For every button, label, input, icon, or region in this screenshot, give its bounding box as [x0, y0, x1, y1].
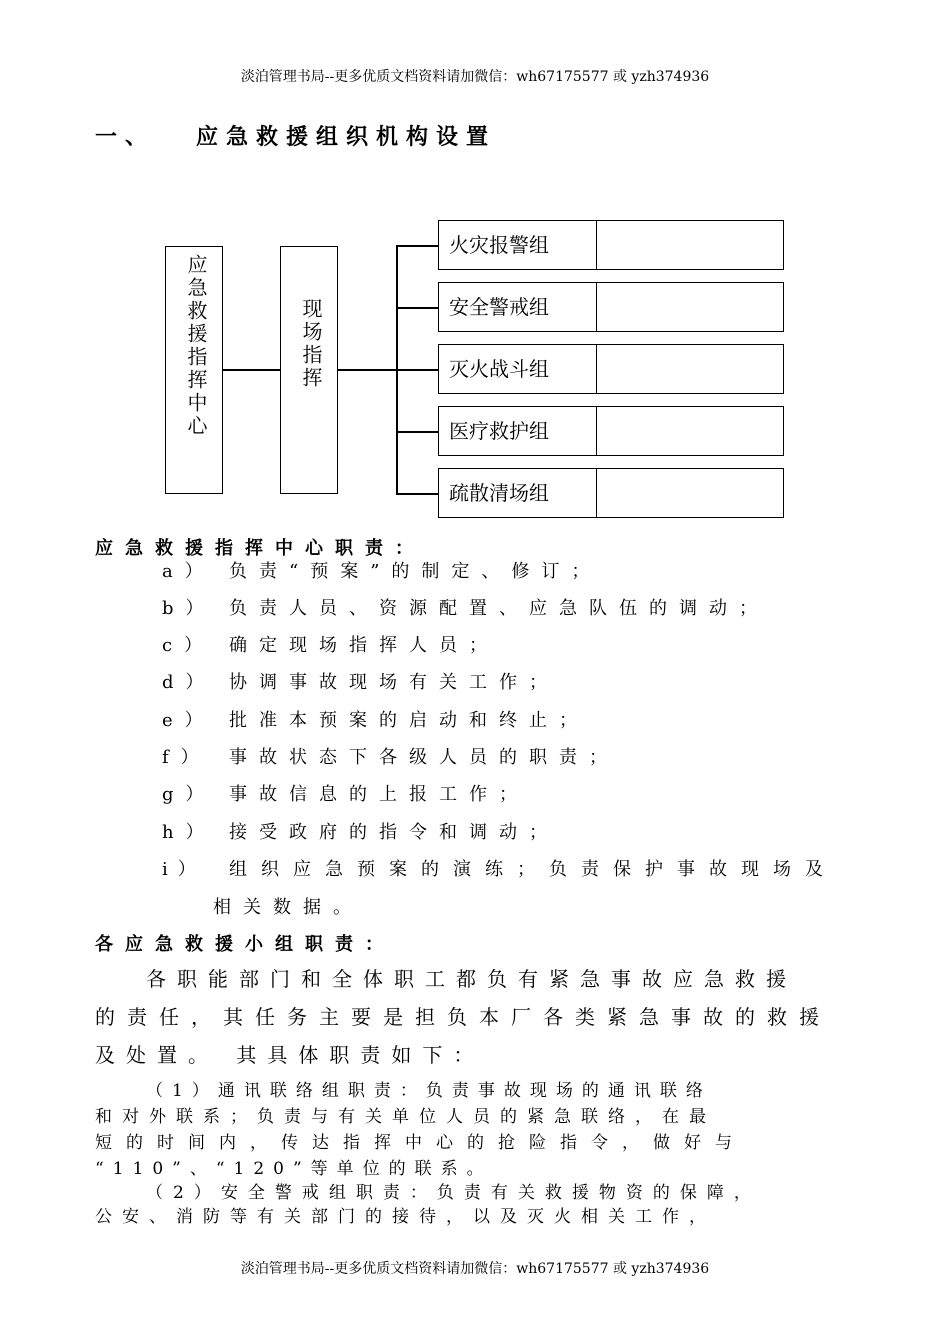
field-command-label: 现场指挥 — [299, 298, 323, 390]
connector-line — [338, 369, 396, 371]
page-header: 淡泊管理书局--更多优质文档资料请加微信：wh67175577 或 yzh374936 — [240, 69, 710, 85]
duty-paragraph-line: 短的时间内，传达指挥中心的抢险指令，做好与 — [95, 1133, 746, 1153]
duty-mark: c） — [162, 635, 215, 656]
duty-continuation: 相关数据。 — [213, 897, 363, 918]
duty-text: 接受政府的指令和调动； — [229, 822, 559, 843]
group-box — [438, 406, 784, 456]
group-duties-heading: 各应急救援小组职责： — [95, 934, 395, 955]
intro-line: 及处置。 其具体职责如下： — [95, 1043, 485, 1067]
duty-mark: i） — [162, 859, 206, 880]
section-number: 一、 — [95, 125, 156, 150]
branch-line — [396, 369, 438, 371]
duty-paragraph-line: “110”、“120”等单位的联系。 — [95, 1159, 493, 1179]
duty-paragraph-line: （1）通讯联络组职责：负责事故现场的通讯联络 — [146, 1081, 712, 1101]
command-duties-heading: 应急救援指挥中心职责： — [95, 538, 425, 559]
duty-text: 事故状态下各级人员的职责； — [229, 747, 619, 768]
duty-paragraph-line: （2）安全警戒组职责：负责有关救援物资的保障， — [146, 1183, 761, 1203]
duty-text: 协调事故现场有关工作； — [229, 672, 559, 693]
branch-line — [396, 307, 438, 309]
duty-mark: e） — [162, 710, 215, 731]
duty-mark: f） — [162, 747, 211, 768]
group-box — [438, 282, 784, 332]
branch-line — [396, 245, 438, 247]
duty-mark: g） — [162, 784, 216, 805]
intro-line: 各职能部门和全体职工都负有紧急事故应急救援 — [146, 967, 797, 991]
connector-line — [223, 369, 281, 371]
branch-line — [396, 431, 438, 433]
duty-mark: b） — [162, 598, 216, 619]
duty-text: 批准本预案的启动和终止； — [229, 710, 589, 731]
group-label: 医疗救护组 — [439, 407, 597, 455]
duty-text: 组织应急预案的演练；负责保护事故现场及 — [229, 859, 837, 880]
duty-mark: d） — [162, 672, 216, 693]
duty-paragraph-line: 和对外联系；负责与有关单位人员的紧急联络，在最 — [95, 1107, 716, 1127]
group-label: 疏散清场组 — [439, 469, 597, 517]
duty-mark: a） — [162, 561, 215, 582]
duty-mark: h） — [162, 822, 216, 843]
duty-text: 负责“预案”的制定、修订； — [229, 561, 602, 582]
duty-text: 确定现场指挥人员； — [229, 635, 499, 656]
group-box — [438, 344, 784, 394]
duty-text: 事故信息的上报工作； — [229, 784, 529, 805]
group-label: 火灾报警组 — [439, 221, 597, 269]
group-label: 安全警戒组 — [439, 283, 597, 331]
branch-line — [396, 493, 438, 495]
intro-line: 的责任，其任务主要是担负本厂各类紧急事故的救援 — [95, 1005, 831, 1029]
group-label: 灭火战斗组 — [439, 345, 597, 393]
section-title: 应急救援组织机构设置 — [196, 125, 497, 150]
command-center-label: 应急救援指挥中心 — [184, 254, 208, 438]
duty-text: 负责人员、资源配置、应急队伍的调动； — [229, 598, 769, 619]
duty-paragraph-line: 公安、消防等有关部门的接待，以及灭火相关工作， — [95, 1207, 716, 1227]
page-footer: 淡泊管理书局--更多优质文档资料请加微信：wh67175577 或 yzh374936 — [240, 1261, 710, 1277]
group-box — [438, 468, 784, 518]
group-box — [438, 220, 784, 270]
